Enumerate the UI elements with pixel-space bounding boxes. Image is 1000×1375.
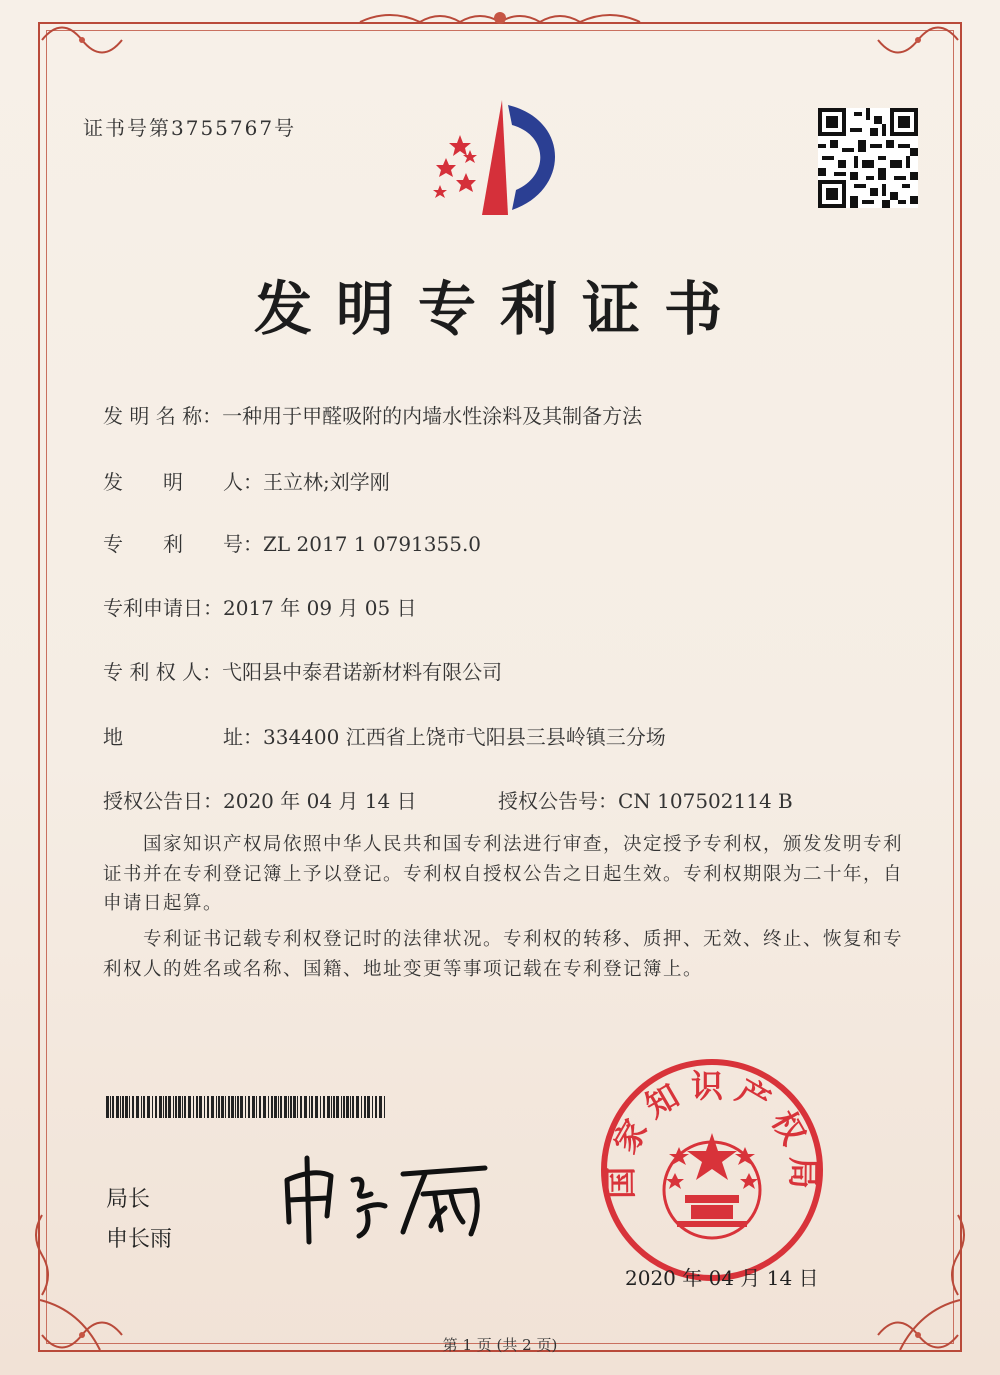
cnipa-logo-icon [420,95,580,225]
patent-number-value: ZL 2017 1 0791355.0 [263,532,482,556]
address-row [103,721,666,750]
grant-number-row [498,785,793,814]
patentee-value: 弋阳县中泰君诺新材料有限公司 [222,660,503,684]
invention-name-value: 一种用于甲醛吸附的内墙水性涂料及其制备方法 [222,404,643,428]
invention-name-row [103,400,642,429]
application-date-label: 专利申请日： [103,596,223,620]
official-seal-icon [597,1055,827,1285]
inventors-value: 王立林;刘学刚 [263,470,390,494]
director-name: 申长雨 [106,1227,173,1252]
director-title: 局长 [106,1187,151,1212]
paragraph-2: 专利证书记载专利权登记时的法律状况。专利权的转移、质押、无效、终止、恢复和专利权人的姓名或名称、国籍、地址变更等事项记载在专利登记簿上。 [103,929,904,980]
patentee-row [103,656,502,685]
grant-date-value: 2020 年 04 月 14 日 [223,789,417,813]
patent-number-label: 专 利 号： [103,532,263,556]
page-indicator: 第 1 页 (共 2 页) [442,1336,558,1354]
address-label: 地 址： [103,725,263,749]
seal-date: 2020 年 04 月 14 日 [625,1266,819,1290]
inventors-label: 发 明 人： [103,470,263,494]
certificate-title: 发明专利证书 [253,275,746,343]
address-value: 334400 江西省上饶市弋阳县三县岭镇三分场 [263,725,666,749]
invention-name-label: 发 明 名 称： [103,404,223,428]
grant-date-label: 授权公告日： [103,789,223,813]
barcode-icon [106,1096,388,1118]
signature-icon [275,1150,505,1245]
grant-number-label: 授权公告号： [498,789,618,813]
seal-text: 国家知识产权局 [601,1067,823,1199]
application-date-row [103,592,417,621]
grant-date-row [103,785,417,814]
patentee-label: 专 利 权 人： [103,660,223,684]
application-date-value: 2017 年 09 月 05 日 [223,596,417,620]
certificate-number: 证书号第3755767号 [83,116,297,140]
paragraph-1: 国家知识产权局依照中华人民共和国专利法进行审查，决定授予专利权，颁发发明专利证书并在专利登记簿上予以登记。专利权自授权公告之日起生效。专利权期限为二十年，自申请日起算。 [103,834,904,914]
inventors-row [103,466,390,495]
patent-number-row [103,528,481,557]
grant-number-value: CN 107502114 B [618,789,793,813]
qr-code-icon [818,108,918,208]
